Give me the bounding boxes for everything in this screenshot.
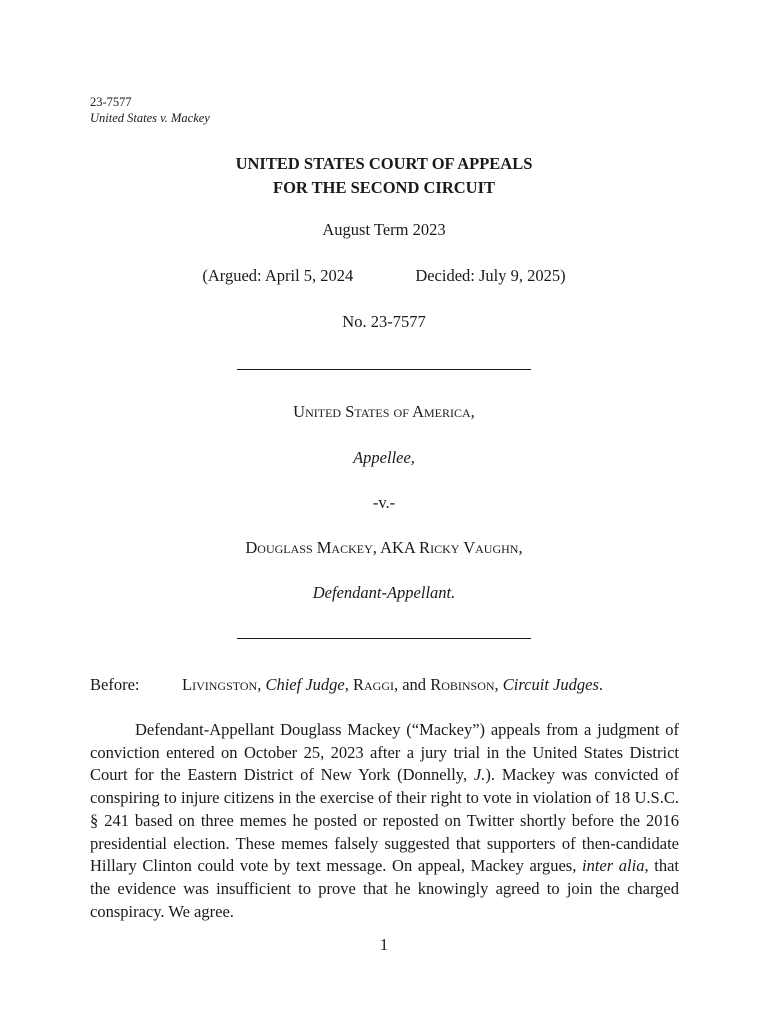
opinion-paragraph: [90, 719, 679, 923]
docket-number: No. 23-7577: [342, 312, 426, 331]
panel-label: Before:: [90, 675, 140, 694]
judge-raggi: Raggi: [352, 675, 394, 694]
court-title: [0, 152, 768, 200]
case-caption: United States v. Mackey: [90, 111, 210, 125]
chief-judge-title: Chief Judge: [265, 675, 345, 694]
judge-livingston: Livingston: [182, 675, 258, 694]
appellee-role: Appellee,: [353, 448, 415, 467]
appellant-role: Defendant-Appellant.: [312, 583, 456, 602]
divider-bottom: [237, 638, 531, 639]
appellee-name: United States of America,: [293, 402, 475, 421]
judge-initial: J.: [473, 765, 486, 785]
decided-date: Decided: July 9, 2025): [415, 266, 566, 285]
opinion-text-b: ). Mackey was convicted of conspiring to injure citizens in the exercise of their right to vote in violation of 18 U.S.C. § 241 based on three memes he posted or reposted on Twitter shortly before the 2016 presidential election. These memes falsely suggested that supporters of then-candidate Hillary Clinton could vote by text message. On appeal, Mackey argues,: [90, 765, 679, 876]
opinion-text-c: , that the evidence was insufficient to prove that he knowingly agreed to join the charged conspiracy. We agree.: [90, 856, 679, 921]
appellant-name: Douglass Mackey, AKA Ricky Vaughn,: [245, 538, 523, 557]
opinion-text-a: Defendant-Appellant Douglass Mackey (“Mackey”) appeals from a judgment of conviction entered on October 25, 2023 after a jury trial in the United States District Court for the Eastern District of New York (Donnelly,: [90, 720, 679, 785]
court-title-line-1: UNITED STATES COURT OF APPEALS: [235, 154, 533, 173]
divider-top: [237, 369, 531, 370]
versus: -v.-: [372, 493, 396, 512]
inter-alia: inter alia: [582, 856, 645, 876]
judge-robinson: Robinson: [430, 675, 495, 694]
running-header: [90, 94, 210, 126]
panel-and: and: [402, 675, 427, 694]
term: August Term 2023: [322, 220, 446, 239]
panel-line: Before: Livingston, Chief Judge, Raggi, and Robinson, Circuit Judges.: [90, 675, 603, 694]
court-title-line-2: FOR THE SECOND CIRCUIT: [272, 178, 496, 197]
circuit-judges-title: Circuit Judges: [502, 675, 599, 694]
docket-short: 23-7577: [90, 95, 132, 109]
argued-decided-row: [0, 265, 768, 287]
argued-date: (Argued: April 5, 2024: [202, 266, 354, 285]
page-number: 1: [379, 935, 389, 954]
